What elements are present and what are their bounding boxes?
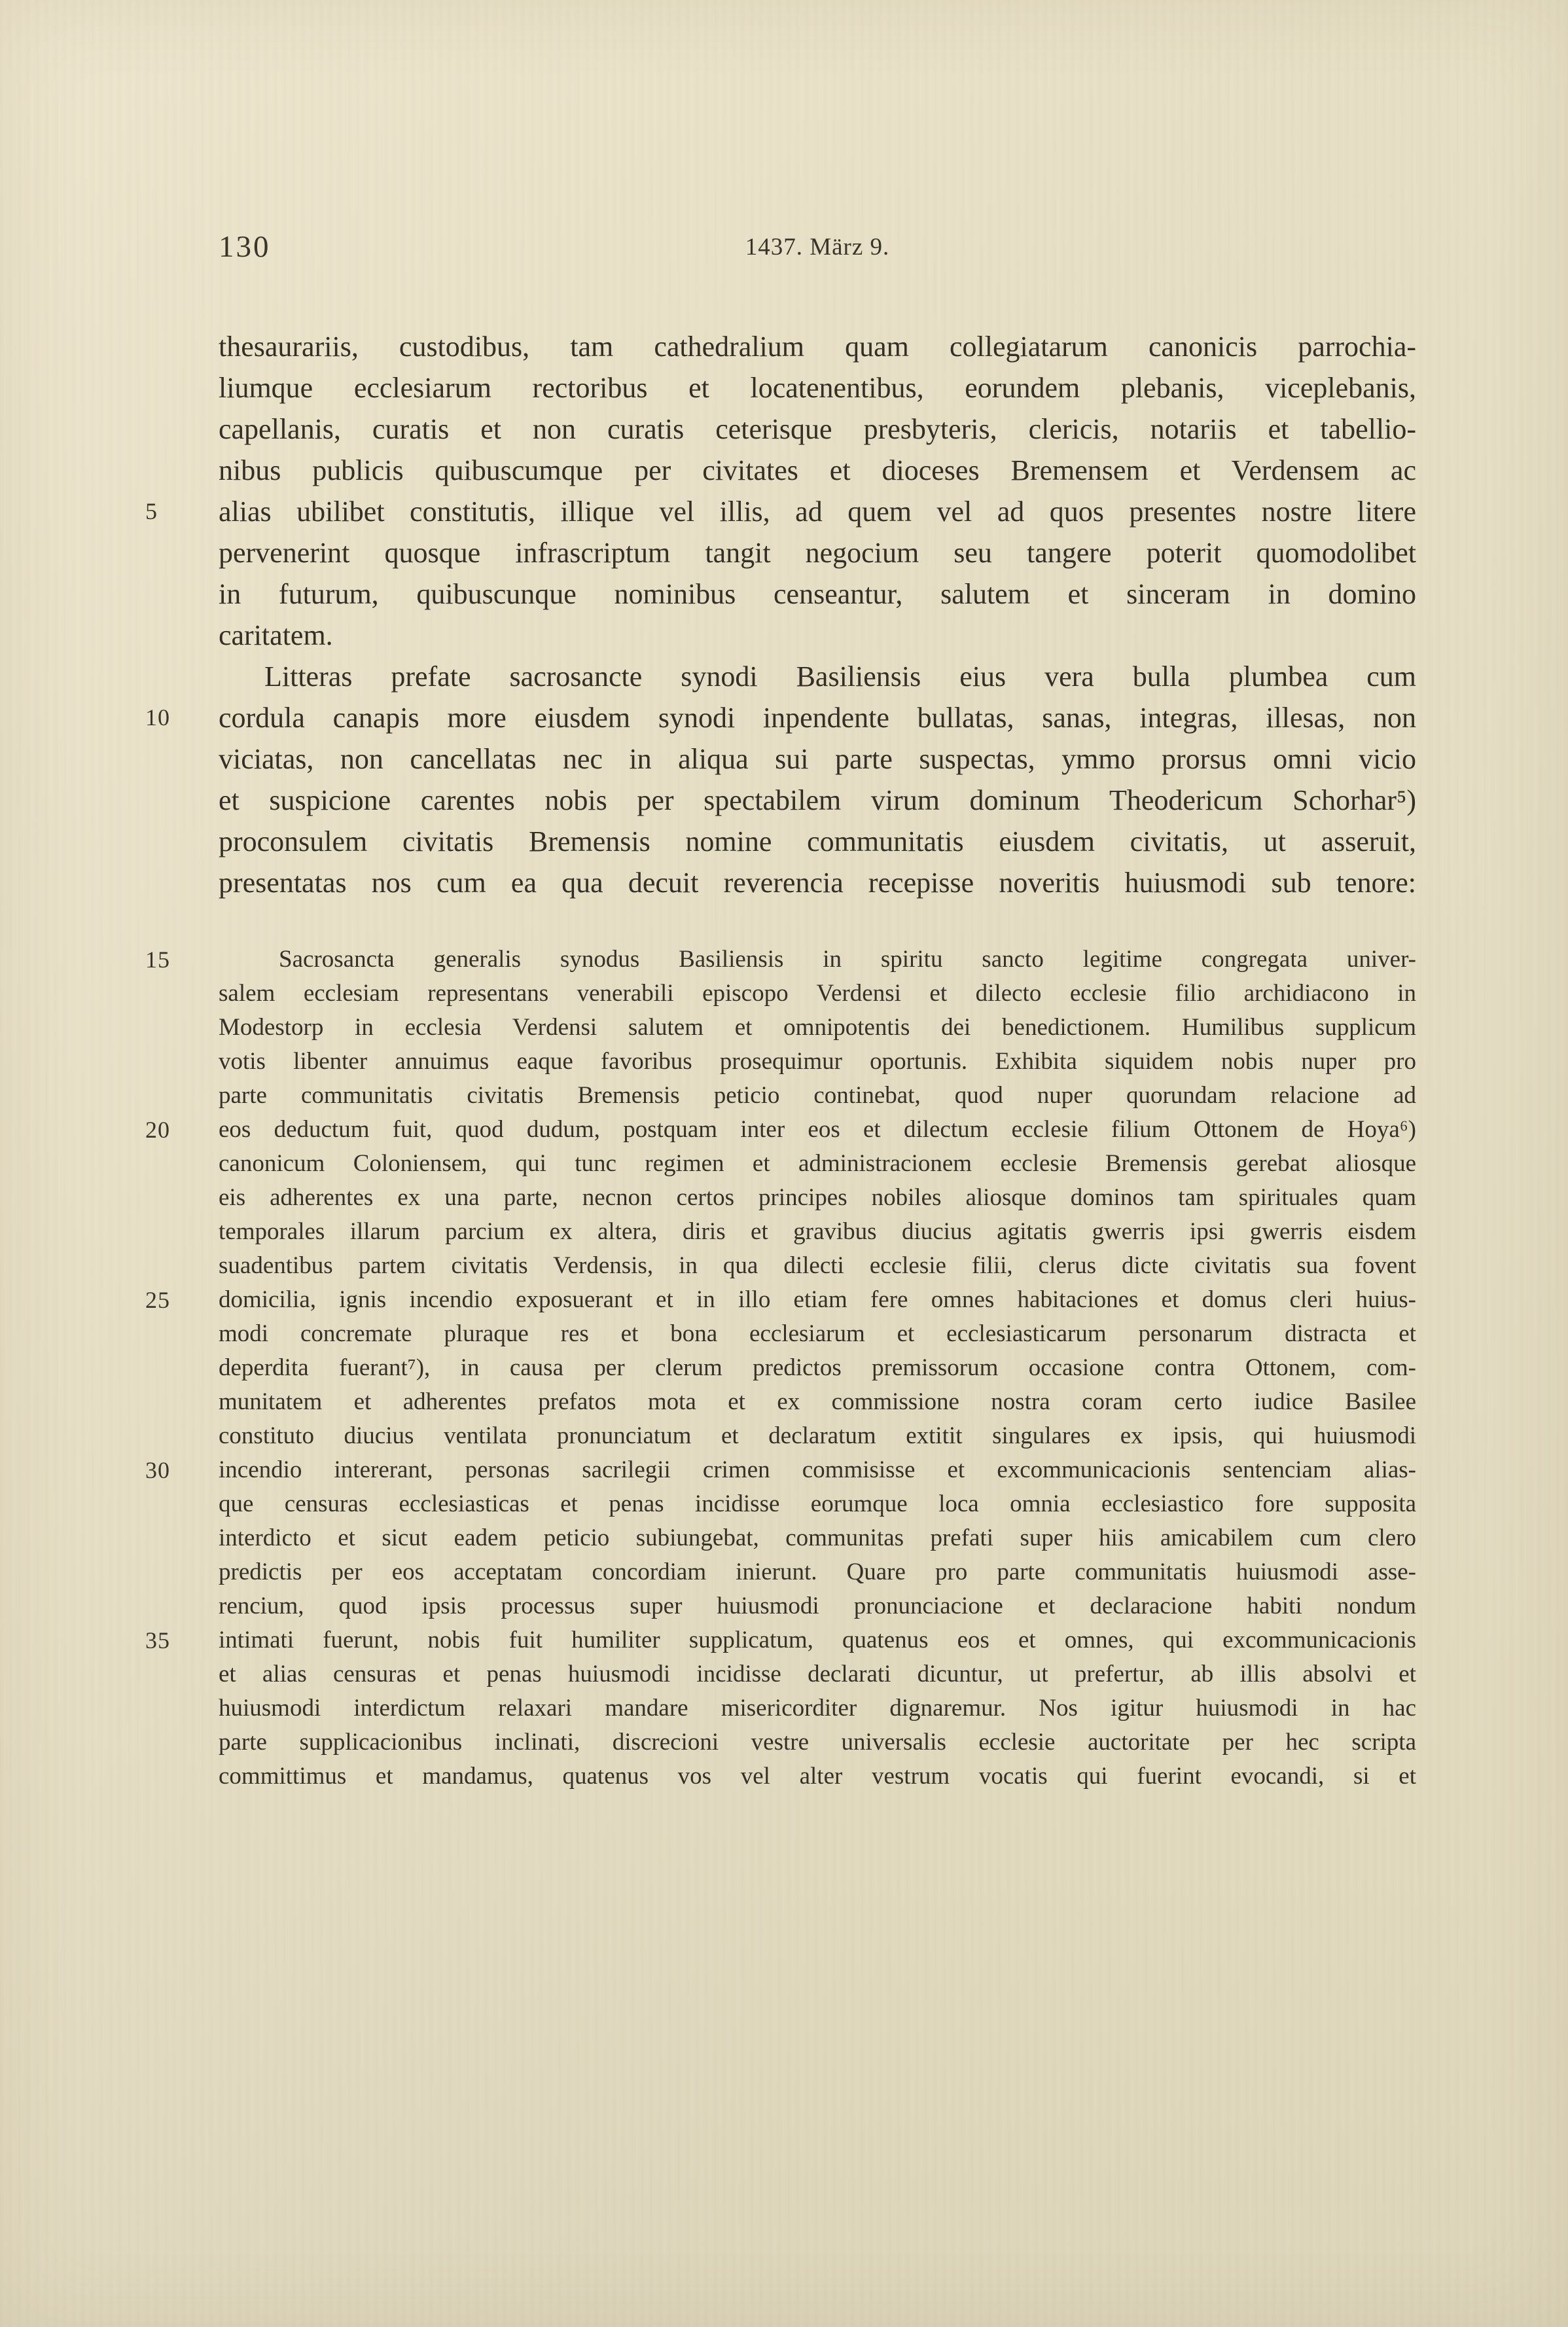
text-line <box>219 408 1416 450</box>
line-text: interdicto et sicut eadem peticio subiungebat, communitas prefati super hiis amicabilem cum clero <box>219 1524 1416 1551</box>
page-content <box>145 229 1416 1794</box>
text-line <box>219 1725 1416 1759</box>
text-line <box>219 821 1416 862</box>
line-text: proconsulem civitatis Bremensis nomine communitatis eiusdem civitatis, ut asseruit, <box>219 825 1416 857</box>
text-line <box>219 1351 1416 1385</box>
margin-line-number: 15 <box>145 947 170 973</box>
line-text: Litteras prefate sacrosancte synodi Basiliensis eius vera bulla plumbea cum <box>264 660 1416 693</box>
line-text: Sacrosancta generalis synodus Basiliensis in spiritu sancto legitime congregata univer- <box>279 946 1416 973</box>
line-text: parte supplicacionibus inclinati, discrecioni vestre universalis ecclesie auctoritate per hec scripta <box>219 1729 1416 1756</box>
text-line <box>219 656 1416 697</box>
line-text: pervenerint quosque infrascriptum tangit negocium seu tangere poterit quomodolibet <box>219 537 1416 569</box>
line-text: salem ecclesiam representans venerabili episcopo Verdensi et dilecto ecclesie filio archidiacono in <box>219 980 1416 1007</box>
text-line <box>219 1385 1416 1419</box>
page-header-row <box>219 229 1416 268</box>
text-line <box>219 1147 1416 1181</box>
line-text: caritatem. <box>219 619 333 651</box>
line-text: in futurum, quibuscunque nominibus censeantur, salutem et sinceram in domino <box>219 578 1416 610</box>
page-number: 130 <box>219 230 271 264</box>
text-line <box>145 491 1416 532</box>
line-text: cordula canapis more eiusdem synodi inpendente bullatas, sanas, integras, illesas, non <box>219 702 1416 734</box>
line-text: modi concremate pluraque res et bona ecclesiarum et ecclesiasticarum personarum distracta et <box>219 1320 1416 1347</box>
line-text: incendio intererant, personas sacrilegii crimen commisisse et excommunicacionis sentenciam alias- <box>219 1456 1416 1483</box>
text-line <box>219 367 1416 408</box>
line-text: eos deductum fuit, quod dudum, postquam inter eos et dilectum ecclesie filium Ottonem de Hoya⁶) <box>219 1116 1416 1143</box>
text-line <box>219 977 1416 1011</box>
line-text: canonicum Coloniensem, qui tunc regimen et administracionem ecclesie Bremensis gerebat aliosque <box>219 1150 1416 1177</box>
margin-line-number: 20 <box>145 1117 170 1143</box>
line-text: alias ubilibet constitutis, illique vel illis, ad quem vel ad quos presentes nostre litere <box>219 496 1416 528</box>
text-line <box>219 1249 1416 1283</box>
line-text: committimus et mandamus, quatenus vos vel alter vestrum vocatis qui fuerint evocandi, si et <box>219 1763 1416 1790</box>
line-text: et suspicione carentes nobis per spectabilem virum dominum Theodericum Schorhar⁵) <box>219 784 1416 816</box>
margin-line-number: 25 <box>145 1287 170 1313</box>
text-line <box>219 1759 1416 1794</box>
line-text: capellanis, curatis et non curatis ceterisque presbyteris, clericis, notariis et tabellio- <box>219 413 1416 445</box>
text-line <box>219 1487 1416 1521</box>
text-line <box>219 780 1416 821</box>
text-line <box>219 862 1416 903</box>
text-line <box>219 738 1416 780</box>
text-line <box>219 1691 1416 1725</box>
line-text: votis libenter annuimus eaque favoribus prosequimur oportunis. Exhibita siquidem nobis nuper pro <box>219 1048 1416 1075</box>
text-line <box>219 450 1416 491</box>
margin-line-number: 35 <box>145 1627 170 1653</box>
text-line <box>219 1555 1416 1589</box>
line-text: presentatas nos cum ea qua decuit reverencia recepisse noveritis huiusmodi sub tenore: <box>219 867 1416 899</box>
text-line <box>219 1521 1416 1555</box>
text-line <box>219 615 1416 656</box>
line-text: nibus publicis quibuscumque per civitates et dioceses Bremensem et Verdensem ac <box>219 454 1416 486</box>
text-line <box>145 943 1416 977</box>
line-text: suadentibus partem civitatis Verdensis, in qua dilecti ecclesie filii, clerus dicte civitatis sua fovent <box>219 1252 1416 1279</box>
line-text: predictis per eos acceptatam concordiam inierunt. Quare pro parte communitatis huiusmodi asse- <box>219 1559 1416 1585</box>
text-line <box>145 1283 1416 1317</box>
margin-line-number: 30 <box>145 1457 170 1483</box>
line-text: que censuras ecclesiasticas et penas incidisse eorumque loca omnia ecclesiastico fore supposita <box>219 1490 1416 1517</box>
text-line <box>219 1317 1416 1351</box>
line-text: thesaurariis, custodibus, tam cathedralium quam collegiatarum canonicis parrochia- <box>219 331 1416 363</box>
line-text: munitatem et adherentes prefatos mota et ex commissione nostra coram certo iudice Basilee <box>219 1388 1416 1415</box>
line-text: huiusmodi interdictum relaxari mandare misericorditer dignaremur. Nos igitur huiusmodi in hac <box>219 1695 1416 1722</box>
text-line <box>219 1079 1416 1113</box>
line-text: viciatas, non cancellatas nec in aliqua sui parte suspectas, ymmo prorsus omni vicio <box>219 743 1416 775</box>
text-line <box>145 1113 1416 1147</box>
running-head-date: 1437. März 9. <box>745 234 890 261</box>
line-text: temporales illarum parcium ex altera, diris et gravibus diucius agitatis gwerris ipsi gwerris eisdem <box>219 1218 1416 1245</box>
text-line <box>219 1011 1416 1045</box>
line-text: constituto diucius ventilata pronunciatum et declaratum extitit singulares ex ipsis, qui huiusmodi <box>219 1422 1416 1449</box>
margin-line-number: 5 <box>145 498 158 524</box>
text-line <box>219 1419 1416 1453</box>
text-line <box>219 1589 1416 1623</box>
line-text: eis adherentes ex una parte, necnon certos principes nobiles aliosque dominos tam spirituales quam <box>219 1184 1416 1211</box>
text-line <box>219 573 1416 615</box>
margin-line-number: 10 <box>145 704 170 731</box>
line-text: domicilia, ignis incendio exposuerant et in illo etiam fere omnes habitaciones et domus cleri huius- <box>219 1286 1416 1313</box>
line-text: liumque ecclesiarum rectoribus et locatenentibus, eorundem plebanis, viceplebanis, <box>219 372 1416 404</box>
line-text: et alias censuras et penas huiusmodi incidisse declarati dicuntur, ut prefertur, ab illis absolvi et <box>219 1661 1416 1687</box>
quoted-passage-block <box>145 943 1416 1794</box>
text-line <box>145 697 1416 738</box>
line-text: Modestorp in ecclesia Verdensi salutem et omnipotentis dei benedictionem. Humilibus supplicum <box>219 1014 1416 1041</box>
line-text: rencium, quod ipsis processus super huiusmodi pronunciacione et declaracione habiti nondum <box>219 1593 1416 1619</box>
text-line <box>219 326 1416 367</box>
text-line <box>219 1045 1416 1079</box>
main-text-block <box>145 326 1416 903</box>
text-line <box>219 1181 1416 1215</box>
line-text: deperdita fuerant⁷), in causa per clerum predictos premissorum occasione contra Ottonem, com- <box>219 1354 1416 1381</box>
text-line <box>145 1453 1416 1487</box>
line-text: parte communitatis civitatis Bremensis peticio continebat, quod nuper quorundam relacione ad <box>219 1082 1416 1109</box>
text-line <box>219 1215 1416 1249</box>
line-text: intimati fuerunt, nobis fuit humiliter supplicatum, quatenus eos et omnes, qui excommunicacionis <box>219 1627 1416 1653</box>
text-line <box>145 1623 1416 1657</box>
text-line <box>219 1657 1416 1691</box>
text-line <box>219 532 1416 573</box>
